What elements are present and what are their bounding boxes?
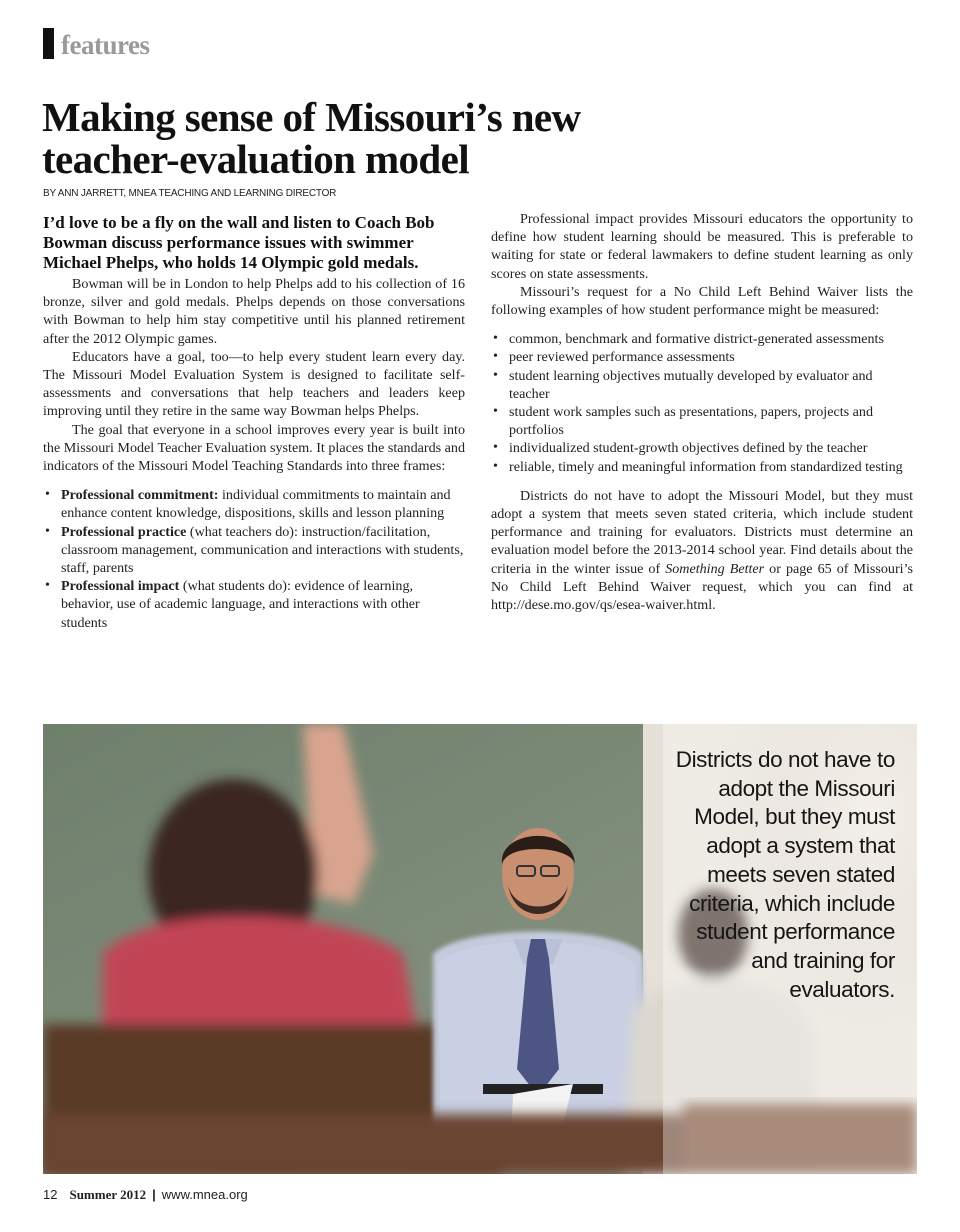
examples-list (491, 330, 913, 476)
section-bar (43, 28, 54, 59)
frame-item (43, 577, 465, 632)
footer-separator: | (152, 1187, 156, 1202)
body-paragraph: Missouri’s request for a No Child Left Behind Waiver lists the following examples of how student performance might be measured: (491, 283, 913, 319)
frame-qualifier: (what teachers do): (186, 523, 298, 540)
frame-text: individual commitments to maintain and enhance content knowledge, dispositions, skills and lesson planning (61, 487, 451, 522)
closing-paragraph (491, 487, 913, 614)
website-link[interactable]: www.mnea.org (161, 1187, 248, 1202)
frame-text: evidence of learning, behavior, use of academic language, and interactions with other students (61, 578, 420, 631)
right-column (491, 210, 913, 614)
lead-paragraph: I’d love to be a fly on the wall and listen to Coach Bob Bowman discuss performance issues with swimmer Michael Phelps, who holds 14 Olympic gold medals. (43, 213, 435, 272)
pull-quote: Districts do not have to adopt the Missouri Model, but they must adopt a system that meets seven stated criteria, which include student performance and training for evaluators. (675, 747, 895, 1002)
frame-item (43, 486, 465, 522)
example-item: • peer reviewed performance assessments (491, 348, 913, 366)
issue-label: Summer 2012 (69, 1187, 147, 1202)
body-paragraph: The goal that everyone in a school improves every year is built into the Missouri Model Teacher Evaluation system. It places the standards and indicators of the Missouri Model Teaching Standards into three frames: (43, 421, 465, 475)
example-item: • student work samples such as presentations, papers, projects and portfolios (491, 403, 913, 439)
left-column (43, 210, 465, 632)
section-label: features (61, 30, 150, 60)
frame-item (43, 523, 465, 578)
frame-term: Professional impact (61, 578, 180, 595)
frame-term: Professional commitment: (61, 487, 219, 504)
frame-text: instruction/facilitation, classroom management, communication and interactions with students, staff, parents (61, 523, 464, 577)
classroom-photo (43, 724, 917, 1174)
closing-text: Districts do not have to adopt the Missouri Model, but they must adopt a system that meets seven stated criteria, which include student performance and training for evaluators. Districts must determine an evaluation model before the 2013-2014 school year. Find details about the criteria in the winter issue of (491, 487, 913, 577)
body-paragraph: Educators have a goal, too—to help every student learn every day. The Missouri Model Evaluation System is designed to facilitate self-assessments and conversations that help teachers and leaders keep improving until they retire in the same way Bowman helps Phelps. (43, 348, 465, 420)
example-item: • individualized student-growth objectives defined by the teacher (491, 439, 913, 457)
body-paragraph: Bowman will be in London to help Phelps add to his collection of 16 bronze, silver and gold medals. Phelps depends on those conversations with Bowman to help him stay competitive until his planned retirement after the 2012 Olympic games. (43, 276, 465, 347)
frames-list (43, 486, 465, 632)
closing-text-end: or page 65 of Missouri’s No Child Left Behind Waiver request, which you can find at http://dese.mo.gov/qs/esea-waiver.html. (491, 560, 913, 614)
frame-term: Professional practice (61, 523, 187, 540)
page-footer (43, 1187, 248, 1203)
byline: BY ANN JARRETT, MNEA TEACHING AND LEARNING DIRECTOR (43, 188, 337, 199)
example-item: • common, benchmark and formative district-generated assessments (491, 330, 913, 348)
section-tag (43, 27, 149, 59)
frame-qualifier: (what students do): (179, 578, 291, 595)
publication-title: Something Better (665, 560, 765, 577)
page-number: 12 (43, 1187, 58, 1202)
body-paragraph: Professional impact provides Missouri educators the opportunity to define how student learning should be measured. This is preferable to waiting for state or federal lawmakers to define student learning as only scores on state assessments. (491, 211, 913, 282)
example-item: • student learning objectives mutually developed by evaluator and teacher (491, 367, 913, 403)
article-headline: Making sense of Missouri’s new teacher-evaluation model (42, 94, 581, 182)
example-item: • reliable, timely and meaningful information from standardized testing (491, 458, 913, 476)
